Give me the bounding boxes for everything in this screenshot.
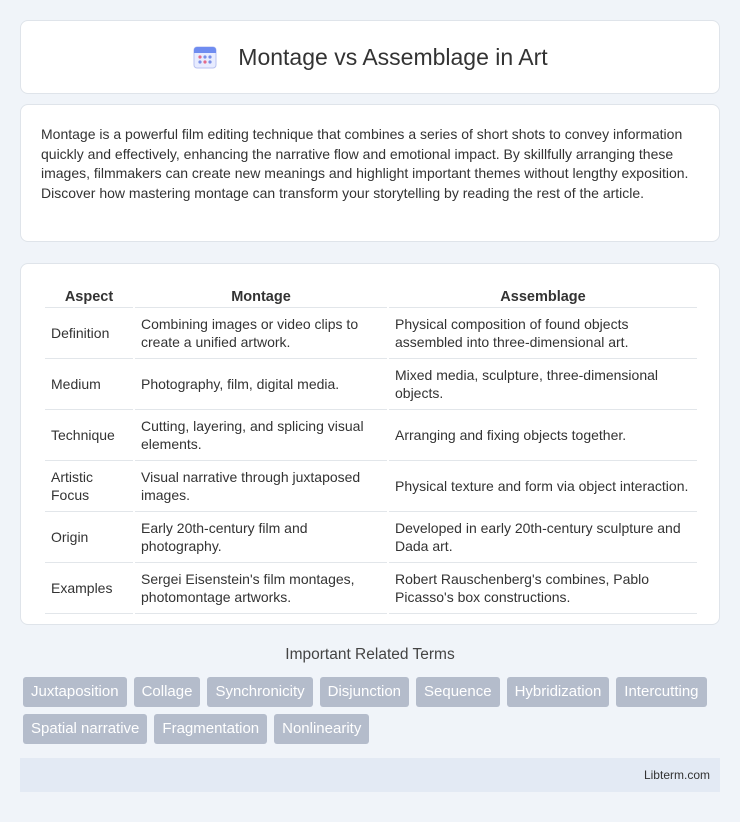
aspect-cell: Origin [45,512,133,563]
intro-paragraph: Montage is a powerful film editing technique that combines a series of short shots to convey information quickly and effectively, enhancing the narrative flow and emotional impact. By skillfully arranging these images, filmmakers can create new meanings and highlight important themes without lengthy exposition. Discover how mastering montage can transform your storytelling by reading the rest of the article. [41,126,689,201]
term-chip-juxtaposition[interactable]: Juxtaposition [23,677,127,707]
aspect-cell: Examples [45,563,133,614]
term-chip-hybridization[interactable]: Hybridization [507,677,610,707]
calendar-grid-icon [192,44,218,70]
term-chip-disjunction[interactable]: Disjunction [320,677,409,707]
related-terms-list [20,677,720,744]
table-row [45,359,697,410]
table-row [45,512,697,563]
montage-cell: Sergei Eisenstein's film montages, photomontage artworks. [135,563,387,614]
header-card [20,20,720,94]
assemblage-cell: Arranging and fixing objects together. [389,410,697,461]
aspect-cell: Artistic Focus [45,461,133,512]
header-assemblage: Assemblage [389,284,697,308]
aspect-cell: Definition [45,308,133,359]
table-row [45,410,697,461]
assemblage-cell: Developed in early 20th-century sculpture and Dada art. [389,512,697,563]
related-terms-heading: Important Related Terms [285,646,455,663]
aspect-cell: Technique [45,410,133,461]
montage-cell: Visual narrative through juxtaposed images. [135,461,387,512]
intro-card [20,104,720,242]
related-terms-section [20,636,720,744]
assemblage-cell: Physical composition of found objects assembled into three-dimensional art. [389,308,697,359]
term-chip-synchronicity[interactable]: Synchronicity [207,677,312,707]
header-aspect: Aspect [45,284,133,308]
comparison-table-card [20,263,720,625]
assemblage-cell: Physical texture and form via object interaction. [389,461,697,512]
term-chip-spatial-narrative[interactable]: Spatial narrative [23,714,147,744]
table-row [45,308,697,359]
term-chip-sequence[interactable]: Sequence [416,677,500,707]
table-header-row [45,284,697,308]
table-row [45,461,697,512]
term-chip-nonlinearity[interactable]: Nonlinearity [274,714,369,744]
footer [20,758,720,792]
page-title: Montage vs Assemblage in Art [238,43,548,70]
table-row [45,563,697,614]
term-chip-fragmentation[interactable]: Fragmentation [154,714,267,744]
term-chip-intercutting[interactable]: Intercutting [616,677,706,707]
term-chip-collage[interactable]: Collage [134,677,201,707]
montage-cell: Photography, film, digital media. [135,359,387,410]
header-montage: Montage [135,284,387,308]
montage-cell: Cutting, layering, and splicing visual elements. [135,410,387,461]
footer-brand-link[interactable]: Libterm.com [643,768,710,782]
assemblage-cell: Mixed media, sculpture, three-dimensional objects. [389,359,697,410]
aspect-cell: Medium [45,359,133,410]
assemblage-cell: Robert Rauschenberg's combines, Pablo Picasso's box constructions. [389,563,697,614]
montage-cell: Combining images or video clips to create a unified artwork. [135,308,387,359]
montage-cell: Early 20th-century film and photography. [135,512,387,563]
comparison-table [43,284,699,614]
